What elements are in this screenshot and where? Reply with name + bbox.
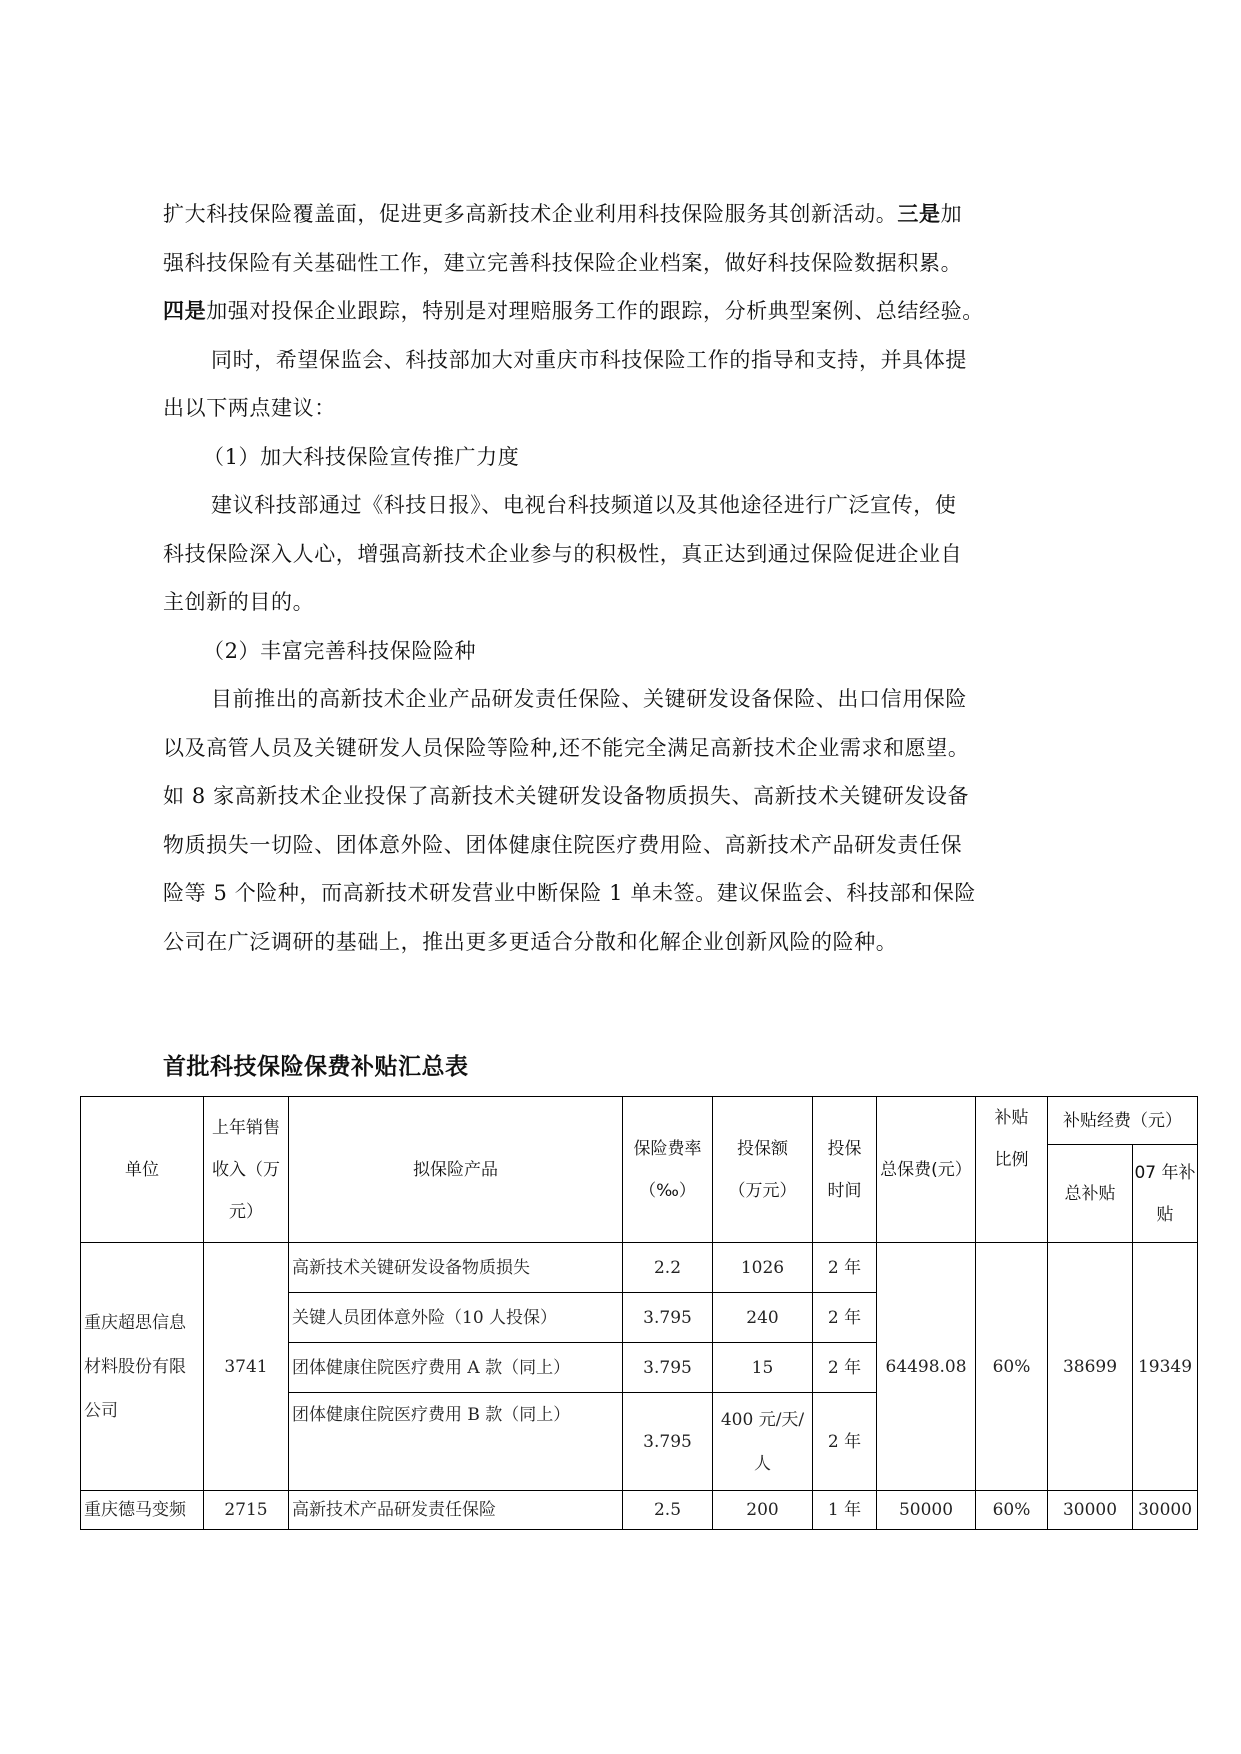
header-amount: 投保额 （万元） (713, 1097, 813, 1243)
cell-revenue: 2715 (204, 1491, 289, 1530)
cell-rate: 3.795 (623, 1343, 713, 1393)
cell-period: 2 年 (813, 1393, 877, 1491)
cell-rate: 3.795 (623, 1293, 713, 1343)
cell-rate: 3.795 (623, 1393, 713, 1491)
cell-total-subsidy: 30000 (1048, 1491, 1133, 1530)
text-line: 出以下两点建议： (163, 396, 336, 420)
header-subsidy-07: 07 年补 贴 (1133, 1145, 1198, 1243)
header-revenue: 上年销售 收入（万 元） (204, 1097, 289, 1243)
cell-total-subsidy: 38699 (1048, 1243, 1133, 1491)
cell-unit: 重庆德马变频 (81, 1491, 204, 1530)
cell-product: 团体健康住院医疗费用 A 款（同上） (289, 1343, 623, 1393)
header-unit: 单位 (81, 1097, 204, 1243)
text-line: 主创新的目的。 (163, 590, 315, 614)
cell-rate: 2.2 (623, 1243, 713, 1293)
body-paragraph-1 (163, 190, 1083, 966)
cell-period: 1 年 (813, 1491, 877, 1530)
cell-revenue: 3741 (204, 1243, 289, 1491)
cell-subsidy-07: 30000 (1133, 1491, 1198, 1530)
cell-product: 高新技术产品研发责任保险 (289, 1491, 623, 1530)
cell-product: 团体健康住院医疗费用 B 款（同上） (289, 1393, 623, 1491)
text-line: 险等 5 个险种，而高新技术研发营业中断保险 1 单未签。建议保监会、科技部和保险 (163, 881, 977, 905)
cell-total-premium: 64498.08 (877, 1243, 976, 1491)
cell-rate: 2.5 (623, 1491, 713, 1530)
emphasis-four: 四是 (163, 299, 207, 323)
cell-subsidy-ratio: 60% (976, 1491, 1048, 1530)
table-title: 首批科技保险保费补贴汇总表 (163, 1054, 469, 1080)
header-total-subsidy: 总补贴 (1048, 1145, 1133, 1243)
cell-product: 关键人员团体意外险（10 人投保） (289, 1293, 623, 1343)
section-heading-2: （2）丰富完善科技保险险种 (203, 638, 477, 663)
cell-total-premium: 50000 (877, 1491, 976, 1530)
header-total-premium: 总保费(元） (877, 1097, 976, 1243)
text-line: 以及高管人员及关键研发人员保险等险种,还不能完全满足高新技术企业需求和愿望。 (163, 735, 970, 760)
cell-period: 2 年 (813, 1343, 877, 1393)
cell-period: 2 年 (813, 1243, 877, 1293)
text-line: 强科技保险有关基础性工作，建立完善科技保险企业档案，做好科技保险数据积累。 (163, 250, 963, 275)
cell-product: 高新技术关键研发设备物质损失 (289, 1243, 623, 1293)
subsidy-summary-table (80, 1096, 1198, 1530)
cell-amount: 1026 (713, 1243, 813, 1293)
table-row (81, 1491, 1198, 1530)
cell-amount: 200 (713, 1491, 813, 1530)
cell-subsidy-ratio: 60% (976, 1243, 1048, 1491)
cell-amount: 400 元/天/ 人 (713, 1393, 813, 1491)
text-line: 公司在广泛调研的基础上，推出更多更适合分散和化解企业创新风险的险种。 (163, 929, 898, 954)
text-line: 如 8 家高新技术企业投保了高新技术关键研发设备物质损失、高新技术关键研发设备 (163, 784, 970, 808)
header-subsidy-funds: 补贴经费（元） (1048, 1097, 1198, 1145)
emphasis-three: 三是 (897, 202, 941, 226)
text-line: 建议科技部通过《科技日报》、电视台科技频道以及其他途径进行广泛宣传，使 (211, 493, 957, 517)
text-line: 四是加强对投保企业跟踪，特别是对理赔服务工作的跟踪，分析典型案例、总结经验。 (163, 299, 984, 323)
header-subsidy-ratio: 补贴 比例 (976, 1097, 1048, 1243)
text-line: 科技保险深入人心，增强高新技术企业参与的积极性，真正达到通过保险促进企业自 (163, 541, 963, 566)
header-period: 投保 时间 (813, 1097, 877, 1243)
cell-unit: 重庆超思信息 材料股份有限 公司 (81, 1243, 204, 1491)
header-row (81, 1097, 1198, 1145)
cell-subsidy-07: 19349 (1133, 1243, 1198, 1491)
cell-amount: 240 (713, 1293, 813, 1343)
header-product: 拟保险产品 (289, 1097, 623, 1243)
text-line: 物质损失一切险、团体意外险、团体健康住院医疗费用险、高新技术产品研发责任保 (163, 832, 963, 857)
cell-period: 2 年 (813, 1293, 877, 1343)
header-rate: 保险费率 （‰） (623, 1097, 713, 1243)
section-heading-1: （1）加大科技保险宣传推广力度 (203, 444, 520, 469)
text-line: 目前推出的高新技术企业产品研发责任保险、关键研发设备保险、出口信用保险 (211, 687, 967, 711)
table-row (81, 1243, 1198, 1293)
cell-amount: 15 (713, 1343, 813, 1393)
text-line: 扩大科技保险覆盖面，促进更多高新技术企业利用科技保险服务其创新活动。三是加 (163, 202, 963, 226)
text-line: 同时，希望保监会、科技部加大对重庆市科技保险工作的指导和支持，并具体提 (211, 347, 967, 372)
